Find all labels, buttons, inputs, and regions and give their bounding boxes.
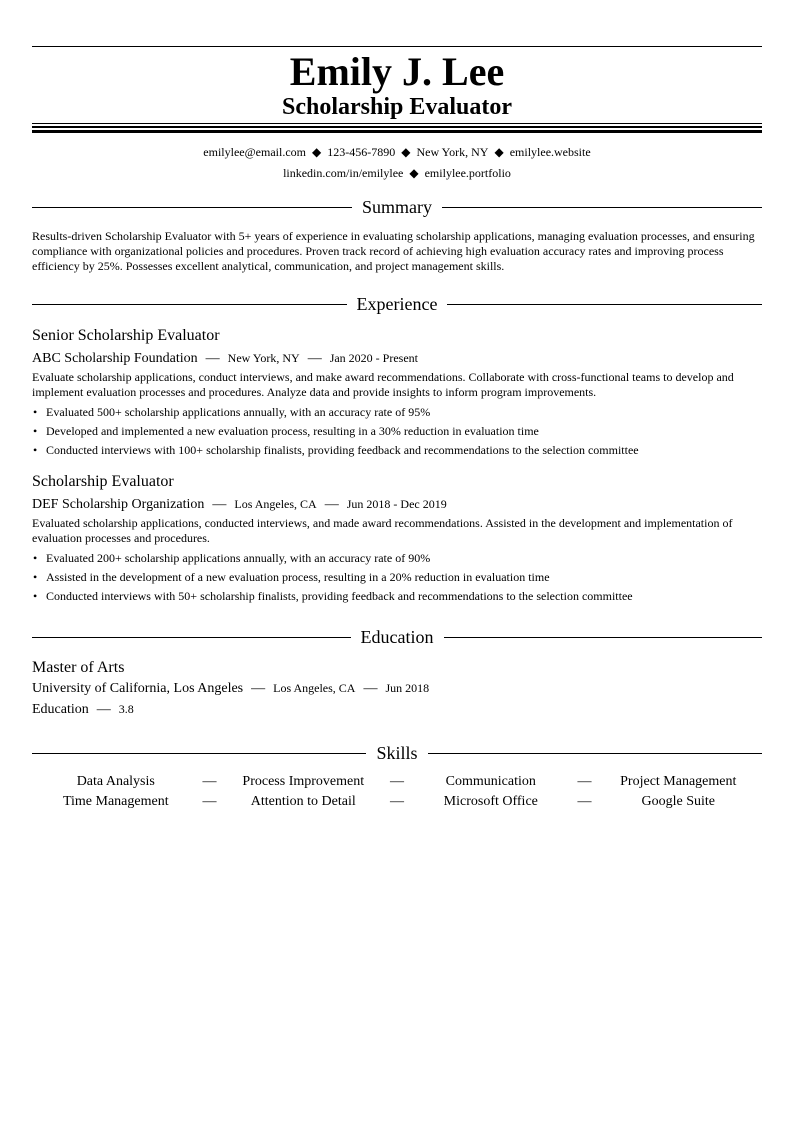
header-rules — [32, 123, 762, 133]
job-location: New York, NY — [227, 351, 300, 365]
job-dates: Jan 2020 - Present — [329, 351, 419, 365]
job-bullets — [32, 403, 762, 460]
skill-separator: — — [390, 794, 405, 809]
school-location: Los Angeles, CA — [273, 681, 356, 695]
skill-separator: — — [577, 794, 592, 809]
skill-separator: — — [202, 774, 217, 789]
summary-heading: Summary — [32, 194, 762, 220]
skill-item: Time Management — [62, 794, 169, 809]
list-item: • Evaluated 500+ scholarship applications annually, with an accuracy rate of 95% — [32, 403, 762, 422]
list-item: • Conducted interviews with 50+ scholarship finalists, providing feedback and recommendations to the selection committee — [32, 587, 762, 606]
school: University of California, Los Angeles — [32, 681, 244, 696]
diamond-icon: ◆ — [409, 166, 419, 180]
bullet-icon: • — [33, 551, 38, 565]
job-org: DEF Scholarship Organization — [32, 497, 205, 512]
list-item: • Evaluated 200+ scholarship applications annually, with an accuracy rate of 90% — [32, 549, 762, 568]
skill-item: Communication — [445, 774, 536, 789]
job-location: Los Angeles, CA — [234, 497, 317, 511]
skills-grid — [32, 772, 762, 812]
school-line: University of California, Los Angeles — Los Angeles, CA — Jun 2018 — [32, 681, 430, 696]
skill-item: Process Improvement — [242, 774, 365, 789]
list-item: • Conducted interviews with 100+ scholarship finalists, providing feedback and recommendations to the selection committee — [32, 441, 762, 460]
skill-separator: — — [390, 774, 405, 789]
summary-text: Results-driven Scholarship Evaluator with 5+ years of experience in evaluating scholarship applications, managing evaluation processes, and ensuring compliance with organizational policies and procedures. Proven track record of achieving high evaluation accuracy rates and improving process efficiency by 25%. Possesses excellent analytical, communication, and project management skills. — [32, 229, 755, 273]
job-bullets — [32, 549, 762, 606]
skills-row — [32, 772, 762, 792]
diamond-icon: ◆ — [311, 145, 322, 159]
contact-line-1 — [32, 142, 762, 163]
skill-item: Microsoft Office — [443, 794, 538, 809]
contact-info — [32, 142, 762, 184]
job-description: Evaluate scholarship applications, conduct interviews, and make award recommendations. Collaborate with cross-functional teams to develop and implement evaluation processes and procedures. Analyze data and provide insights to inform program improvements. — [32, 370, 734, 399]
skill-item: Attention to Detail — [250, 794, 356, 809]
job-title: Scholarship Evaluator — [32, 473, 174, 490]
job-description: Evaluated scholarship applications, conducted interviews, and made award recommendations. Assisted in the development and implementation of evaluation processes and procedures. — [32, 516, 733, 545]
bullet-icon: • — [33, 570, 38, 584]
list-item: • Developed and implemented a new evaluation process, resulting in a 30% reduction in evaluation time — [32, 422, 762, 441]
degree: Master of Arts — [32, 659, 125, 676]
job-entry — [32, 326, 762, 460]
diamond-icon: ◆ — [494, 145, 504, 159]
resume-page — [32, 46, 762, 812]
job-org-line: DEF Scholarship Organization — Los Angeles, CA — Jun 2018 - Dec 2019 — [32, 497, 447, 512]
contact-line-2 — [32, 163, 762, 184]
skills-heading: Skills — [32, 740, 762, 766]
bullet-icon: • — [33, 405, 38, 419]
linkedin-link[interactable]: linkedin.com/in/emilylee — [283, 166, 404, 180]
top-rule — [32, 46, 762, 47]
candidate-name: Emily J. Lee — [289, 49, 505, 94]
experience-heading: Experience — [32, 291, 762, 317]
list-item: • Assisted in the development of a new evaluation process, resulting in a 20% reduction in evaluation time — [32, 568, 762, 587]
diamond-icon: ◆ — [401, 145, 411, 159]
graduation-date: Jun 2018 — [385, 681, 430, 695]
bullet-icon: • — [33, 589, 38, 603]
education-heading: Education — [32, 624, 762, 650]
skill-separator: — — [577, 774, 592, 789]
email[interactable]: emilylee@email.com — [203, 145, 306, 159]
job-org-line: ABC Scholarship Foundation — New York, NY — Jan 2020 - Present — [32, 351, 419, 366]
job-title: Senior Scholarship Evaluator — [32, 327, 220, 344]
skills-row — [32, 792, 762, 812]
gpa: 3.8 — [118, 702, 134, 716]
field-line: Education — 3.8 — [32, 702, 134, 717]
bullet-icon: • — [33, 443, 38, 457]
skill-item: Data Analysis — [76, 774, 155, 789]
education-entry — [32, 658, 762, 720]
field: Education — [32, 702, 89, 717]
website-link[interactable]: emilylee.website — [509, 145, 591, 159]
skill-item: Google Suite — [641, 794, 716, 809]
candidate-role: Scholarship Evaluator — [281, 94, 513, 120]
location: New York, NY — [416, 145, 489, 159]
job-org: ABC Scholarship Foundation — [32, 351, 198, 366]
job-entry — [32, 472, 762, 606]
job-dates: Jun 2018 - Dec 2019 — [346, 497, 447, 511]
bullet-icon: • — [33, 424, 38, 438]
portfolio-link[interactable]: emilylee.portfolio — [424, 166, 511, 180]
skill-separator: — — [202, 794, 217, 809]
skill-item: Project Management — [620, 774, 737, 789]
phone[interactable]: 123-456-7890 — [327, 145, 396, 159]
